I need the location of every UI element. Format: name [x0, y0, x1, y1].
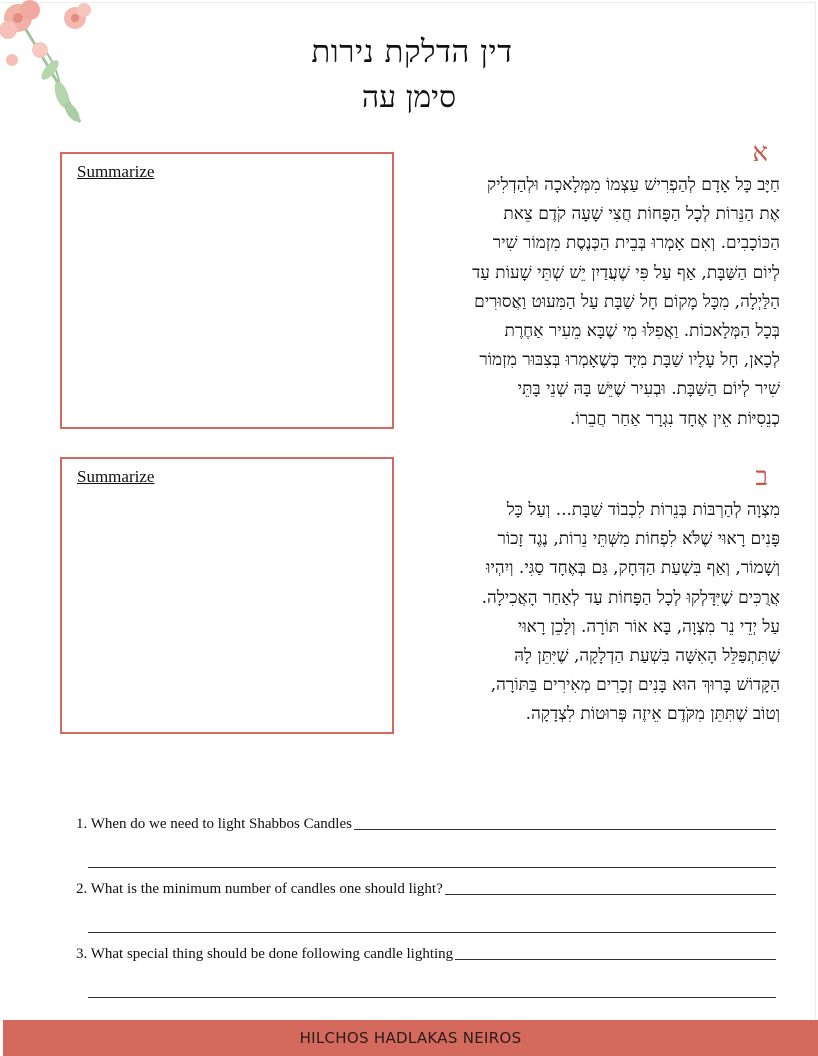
hebrew-text-a — [430, 171, 780, 434]
text-line: בְּכָל הַמְּלָאכוֹת. וַאֲפִלּוּ מִי שֶׁבָּא מֵעִיר אַחֶרֶת — [504, 321, 780, 342]
question-text: 2. What is the minimum number of candles one should light? — [76, 881, 443, 897]
footer-bar — [3, 1020, 818, 1056]
summary-label: Summarize — [77, 162, 155, 181]
question-row — [76, 933, 776, 965]
question-text: 3. What special thing should be done following candle lighting — [76, 946, 454, 962]
footer-title: HILCHOS HADLAKAS NEIROS — [299, 1029, 522, 1047]
answer-line[interactable] — [88, 965, 776, 998]
summary-box-a[interactable] — [60, 152, 394, 429]
text-line: עַל יְדֵי נֵר מִצְוָה, בָּא אוֹר תּוֹרָה. וְלָכֵן רָאוּי — [517, 616, 780, 637]
summary-label: Summarize — [77, 467, 155, 486]
answer-line[interactable] — [445, 894, 776, 895]
text-line: שֶׁתִּתְפַּלֵּל הָאִשָּׁה בִּשְׁעַת הַדְלָקָה, שֶׁיִּתֵּן לָהּ — [514, 646, 780, 667]
text-line: וְשָׁמוֹר, וְאַף בִּשְׁעַת הַדְּחָק, גַּם בְּאֶחָד סַגִּי. וְיִהְיוּ — [486, 558, 780, 579]
hebrew-text-b — [430, 496, 780, 730]
page-title: דין הדלקת נירות — [311, 34, 513, 70]
question-row — [76, 803, 776, 835]
text-line: פָּנִים רָאוּי שֶׁלֹּא לִפְחוֹת מִשְּׁתֵּי נֵרוֹת, נֶגֶד זָכוֹר — [497, 529, 780, 550]
section-letter-b: ב — [755, 462, 768, 492]
summary-box-b[interactable] — [60, 457, 394, 734]
question-text: 1. When do we need to light Shabbos Candles — [76, 816, 352, 832]
text-line: כְנֵסִיּוֹת אֵין אֶחָד נִגְרָר אַחַר חֲבֵרוֹ. — [570, 408, 780, 429]
text-line: וְטוֹב שֶׁתִּתֵּן מִקֹּדֶם אֵיזֶה פְּרוּטוֹת לִצְדָקָה. — [525, 704, 780, 725]
question-row — [76, 868, 776, 900]
text-line: שִׁיר לְיוֹם הַשַּׁבָּת. וּבְעִיר שֶׁיֵּשׁ בָּהּ שְׁנֵי בָּתֵּי — [517, 379, 780, 400]
answer-line[interactable] — [88, 900, 776, 933]
text-line: אֲרֻכִּים שֶׁיִּדָּלְקוּ לְכָל הַפָּחוֹת עַד לְאַחַר הָאֲכִילָה. — [481, 587, 780, 608]
questions-section — [76, 803, 776, 998]
text-line: הַקָּדוֹשׁ בָּרוּךְ הוּא בָּנִים זְכָרִים מְאִירִים בַּתּוֹרָה, — [490, 675, 780, 696]
text-line: הַכּוֹכָבִים. וְאִם אָמְרוּ בְּבֵית הַכְּנֶסֶת מִזְמוֹר שִׁיר — [492, 233, 780, 254]
text-line: לְיוֹם הַשַּׁבָּת, אַף עַל פִּי שֶׁעֲדַיִן יֵשׁ שְׁתֵּי שָׁעוֹת עַד — [472, 262, 780, 283]
text-line: אֶת הַנֵּרוֹת לְכָל הַפָּחוֹת חֲצִי שָׁעָה קֹדֶם צֵאת — [503, 204, 780, 225]
text-line: מִצְוָה לְהַרְבּוֹת בְּנֵרוֹת לִכְבוֹד שַׁבָּת... וְעַל כָּל — [506, 500, 780, 520]
answer-line[interactable] — [88, 835, 776, 868]
text-line: חַיָּב כָּל אָדָם לְהַפְרִישׁ עַצְמוֹ מִמְּלָאכָה וּלְהַדְלִיק — [487, 175, 780, 195]
page-subtitle: סימן עה — [361, 80, 457, 115]
text-line: הַלַּיְלָה, מִכָּל מָקוֹם חָל שַׁבָּת עַל הַמִּעוּט וַאֲסוּרִים — [474, 291, 780, 312]
answer-line[interactable] — [354, 829, 776, 830]
answer-line[interactable] — [455, 959, 776, 960]
text-line: לְכָאן, חָל עָלָיו שַׁבָּת מִיָּד כְּשֶׁאָמְרוּ בְּצִבּוּר מִזְמוֹר — [479, 350, 780, 371]
section-letter-a: א — [752, 138, 768, 168]
